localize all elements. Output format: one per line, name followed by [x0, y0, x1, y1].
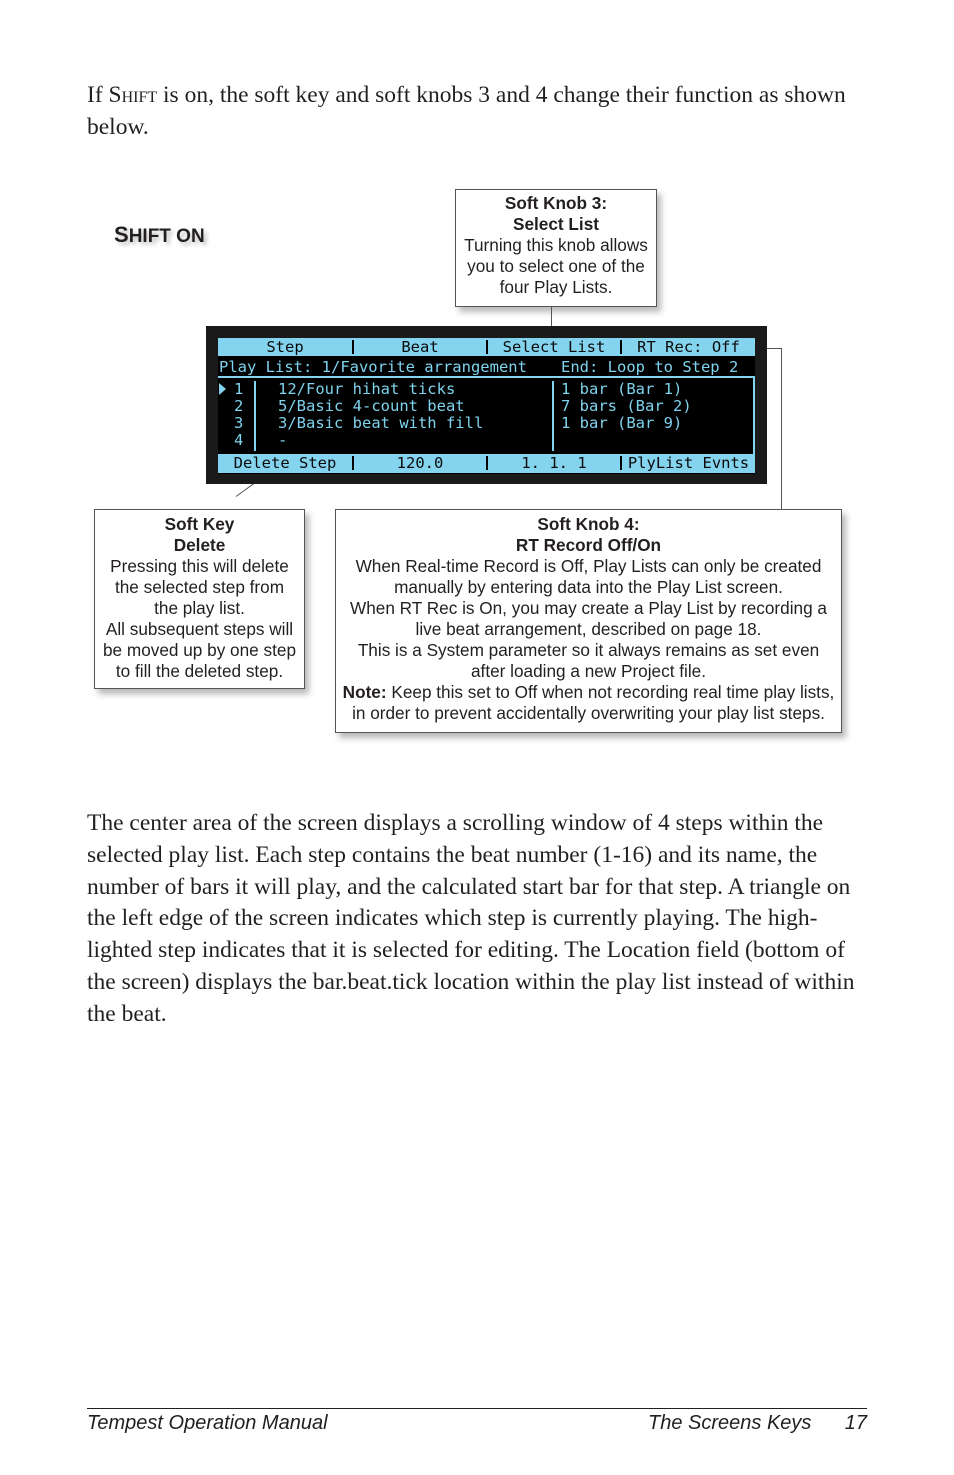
callout-title: RT Record Off/On [515, 535, 662, 555]
lcd-bottom-tempo[interactable]: 120.0 [396, 454, 444, 472]
lcd-bottom-playlist-events[interactable]: PlyList Evnts [627, 454, 750, 472]
lcd-screen [206, 326, 767, 484]
body-line: lighted step indicates that it is selected for editing. The Location field (bottom of [87, 937, 845, 964]
callout-line: after loading a new Project file. [470, 661, 707, 681]
body-paragraph [87, 808, 877, 1031]
callout-line: four Play Lists. [499, 277, 613, 297]
lcd-step-name: 12/Four hihat ticks [278, 380, 456, 398]
callout-title: Soft Knob 3: [504, 193, 608, 213]
lcd-step-bars: 7 bars (Bar 2) [561, 397, 692, 415]
callout-note-line [336, 682, 841, 703]
lcd-step-name: - [278, 431, 288, 449]
lcd-step-number: 2 [234, 397, 244, 415]
callout-line: When Real-time Record is Off, Play Lists can only be created [355, 556, 822, 576]
lcd-end-setting: End: Loop to Step 2 [561, 358, 739, 376]
footer-manual-title: Tempest Operation Manual [87, 1412, 328, 1434]
note-label: Note: [342, 682, 387, 702]
section-label-shift-on [114, 222, 205, 248]
section-label-rest: HIFT ON [128, 226, 205, 247]
lcd-step-number: 1 [234, 380, 244, 398]
lcd-play-list-name: Play List: 1/Favorite arrangement [219, 358, 527, 376]
intro-paragraph [87, 80, 877, 144]
body-line: The center area of the screen displays a scrolling window of 4 steps within the [87, 810, 824, 836]
callout-line: the selected step from [114, 577, 285, 597]
body-line: the left edge of the screen indicates which step is currently playing. The high- [87, 905, 818, 932]
play-triangle-icon [219, 383, 226, 395]
lcd-softkey-bar-bottom [218, 454, 755, 473]
callout-title: Delete [173, 535, 226, 555]
lcd-display [218, 338, 755, 474]
lcd-top-beat[interactable]: Beat [401, 338, 439, 356]
lcd-step-bars: 1 bar (Bar 9) [561, 414, 683, 432]
body-line: selected play list. Each step contains the beat number (1-16) and its name, the [87, 841, 818, 868]
callout-line: manually by entering data into the Play List screen. [394, 577, 783, 597]
lcd-top-rt-rec[interactable]: RT Rec: Off [637, 338, 740, 356]
callout-line: in order to prevent accidentally overwriting your play list steps. [352, 703, 825, 723]
lcd-divider [753, 378, 755, 454]
lcd-bottom-location[interactable]: 1. 1. 1 [521, 454, 587, 472]
body-line: the screen) displays the bar.beat.tick location within the play list instead of within [87, 968, 855, 995]
body-line: number of bars it will play, and the calculated start bar for that step. A triangle on [87, 873, 851, 900]
callout-title: Soft Key [164, 514, 235, 534]
callout-line: This is a System parameter so it always remains as set even [357, 640, 820, 660]
callout-line: be moved up by one step [102, 640, 296, 660]
shift-word: Shift [108, 82, 158, 108]
intro-text: is on, the soft key and soft knobs 3 and 4 change their function as shown [157, 82, 846, 108]
intro-text: below. [87, 113, 149, 140]
callout-line: All subsequent steps will [105, 619, 294, 639]
callout-line: to fill the deleted step. [115, 661, 284, 681]
callout-line: the play list. [154, 598, 245, 618]
callout-soft-knob-4 [335, 509, 842, 733]
leader-line-knob4-v [781, 348, 782, 509]
callout-soft-knob-3 [455, 189, 657, 307]
callout-title: Soft Knob 4: [537, 514, 640, 534]
lcd-step-name: 3/Basic beat with fill [278, 414, 484, 432]
body-line: the beat. [87, 1000, 167, 1027]
lcd-softkey-bar-top [218, 338, 755, 356]
lcd-top-step[interactable]: Step [266, 338, 304, 356]
footer-rule [87, 1408, 867, 1409]
callout-line: When RT Rec is On, you may create a Play List by recording a [349, 598, 827, 618]
lcd-divider [552, 381, 554, 451]
lcd-bottom-delete-step[interactable]: Delete Step [233, 454, 337, 472]
callout-title: Select List [513, 214, 599, 234]
lcd-step-number: 3 [234, 414, 244, 432]
callout-line: live beat arrangement, described on page 18. [415, 619, 762, 639]
callout-soft-key-delete [94, 509, 305, 689]
callout-line: Pressing this will delete [110, 556, 289, 576]
callout-line: you to select one of the [467, 256, 645, 276]
section-label-first: S [114, 222, 129, 247]
note-text: Keep this set to Off when not recording real time play lists, [386, 682, 835, 702]
lcd-header-line [218, 358, 755, 378]
lcd-top-select-list[interactable]: Select List [502, 338, 606, 356]
callout-line: Turning this knob allows [464, 235, 648, 255]
intro-text: If [87, 82, 109, 108]
lcd-divider [254, 381, 256, 451]
lcd-step-name: 5/Basic 4-count beat [278, 397, 465, 415]
lcd-step-number: 4 [234, 431, 244, 449]
lcd-step-bars: 1 bar (Bar 1) [561, 380, 683, 398]
footer-section-page: The Screens Keys 17 [648, 1412, 867, 1434]
